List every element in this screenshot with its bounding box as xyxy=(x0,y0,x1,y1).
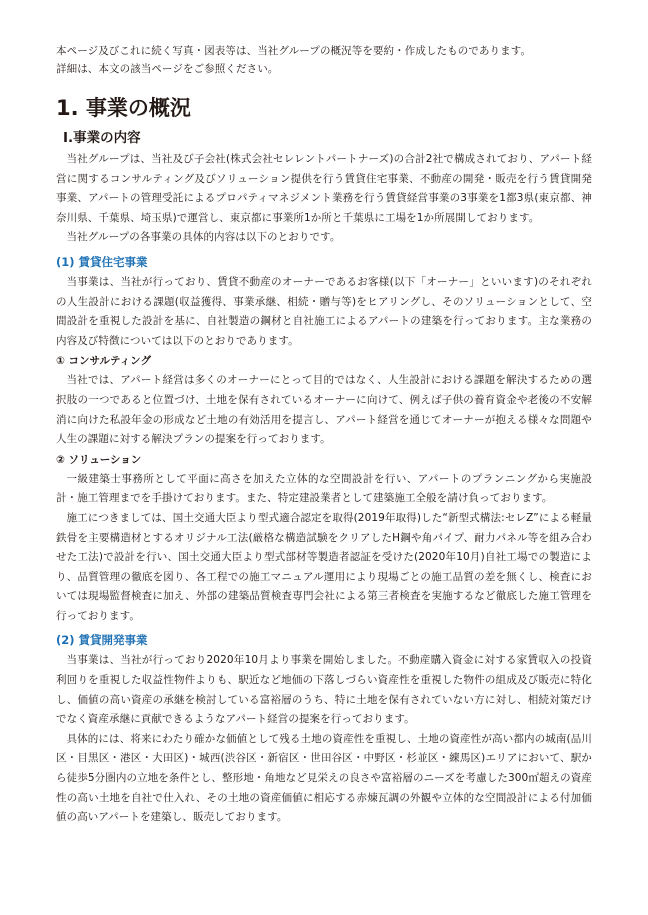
consulting-heading: ① コンサルティング xyxy=(56,355,151,368)
solution-heading: ② ソリューション xyxy=(56,453,142,466)
intro-line-1: 本ページ及びこれに続く写真・図表等は、当社グループの概況等を要約・作成したものであります。 xyxy=(56,45,532,57)
rental-development-paragraph-1: 当事業は、当社が行っており2020年10月より事業を開始しました。不動産購入資金に対する家賃収入の投資利回りを重視した収益性物件よりも、駅近など地価の下落しづらい資産性を重視した物件の組成及び販売に特化し、価値の高い資産の承継を検討している富裕層のうち、特に土地を保有されていない方に対し、相続対策だけでなく資産承継に貢献できるようなアパート経営の提案を行っております。 xyxy=(56,654,592,726)
overview-paragraph-2: 当社グループの各事業の具体的内容は以下のとおりです。 xyxy=(66,231,341,244)
rental-development-paragraph-2: 具体的には、将来にわたり確かな価値として残る土地の資産性を重視し、土地の資産性が高い都内の城南(品川区・目黒区・港区・大田区)・城西(渋谷区・新宿区・世田谷区・中野区・杉並区・練馬区)エリアにおいて、駅から徒歩5分圏内の立地を条件とし、整形地・角地など見栄えの良さや富裕層のニーズを考慮した300㎡超えの資産性の高い土地を自社で仕入れ、その土地の資産価値に相応する赤煉瓦調の外観や立体的な空間設計による付加価値の高いアパートを建築し、販売しております。 xyxy=(56,732,592,824)
solution-paragraph-1: 一級建築士事務所として平面に高さを加えた立体的な空間設計を行い、アパートのプランニングから実施設計・施工管理までを手掛けております。また、特定建設業者として建築施工全般を請け負っております。 xyxy=(56,472,592,505)
intro-line-2: 詳細は、本文の該当ページをご参照ください。 xyxy=(56,63,279,75)
section-title: 1. 事業の概況 xyxy=(56,96,191,120)
consulting-paragraph: 当社では、アパート経営は多くのオーナーにとって目的ではなく、人生設計における課題を解決するための選択肢の一つであると位置づけ、土地を保有されているオーナーに向けて、例えば子供の養育資金や老後の不安解消に向けた私設年金の形成など土地の有効活用を提言し、アパート経営を通じてオーナーが抱える様々な問題や人生の課題に対する解決プランの提案を行っております。 xyxy=(56,374,592,446)
intro-note xyxy=(56,42,592,78)
overview-paragraph-1: 当社グループは、当社及び子会社(株式会社セレレントパートナーズ)の合計2社で構成されており、アパート経営に関するコンサルティング及びソリューション提供を行う賃貸住宅事業、不動産の開発・販売を行う賃貸開発事業、アパートの管理受託によるプロパティマネジメント業務を行う賃貸経営事業の3事業を1都3県(東京都、神奈川県、千葉県、埼玉県)で運営し、東京都に事業所1か所と千葉県に工場を1か所展開しております。 xyxy=(56,153,592,224)
rental-housing-heading: (1) 賃貸住宅事業 xyxy=(56,254,148,269)
rental-development-heading: (2) 賃貸開発事業 xyxy=(56,633,148,648)
subsection-title: Ⅰ.事業の内容 xyxy=(63,130,141,146)
rental-housing-paragraph: 当事業は、当社が行っており、賃貸不動産のオーナーであるお客様(以下「オーナー」といいます)のそれぞれの人生設計における課題(収益獲得、事業承継、相続・贈与等)をヒアリングし、そのソリューションとして、空間設計を重視した設計を基に、自社製造の鋼材と自社施工によるアパートの建築を行っております。主な業務の内容及び特徴については以下のとおりであります。 xyxy=(56,275,592,347)
solution-paragraph-2: 施工につきましては、国土交通大臣より型式適合認定を取得(2019年取得)した“新型式構法:セレZ”による軽量鉄骨を主要構造材とするオリジナル工法(厳格な構造試験をクリアしたH鋼や角パイプ、耐力パネル等を組み合わせた工法)で設計を行い、国土交通大臣より型式部材等製造者認証を受けた(2020年10月)自社工場での製造により、品質管理の徹底を図り、各工程での施工マニュアル運用により現場ごとの施工品質の差を無くし、検査においては現場監督検査に加え、外部の建築品質検査専門会社による第三者検査を実施するなど徹底した施工管理を行っております。 xyxy=(56,511,592,622)
